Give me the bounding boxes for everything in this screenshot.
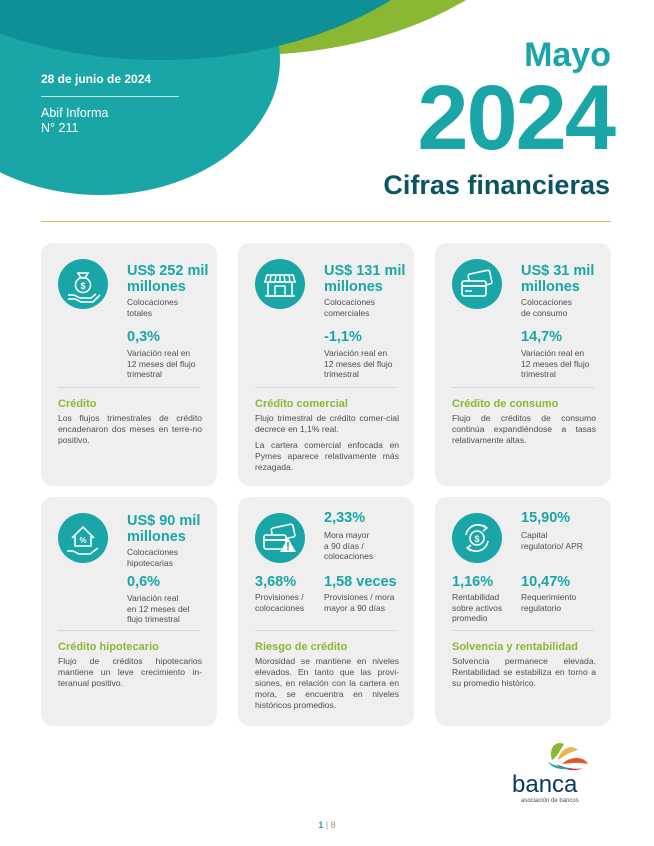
card-body: Solvencia permanece elevada. Rentabilidad se estabiliza en torno a su promedio histórico. [452,656,596,688]
percent-label-1: Variación real en [521,348,585,358]
credit-cards-icon [452,259,502,309]
value-label-1: Colocaciones [324,297,376,307]
percent-label-1: Variación real [127,593,179,603]
card-credito-consumo [435,243,611,486]
percent-value: 0,6% [127,574,161,590]
top-label-2: a 90 días / [324,540,364,551]
value-label-1: Colocaciones [127,547,179,557]
value-line-1: US$ 31 mil [521,263,595,279]
percent-label-1: Variación real en [127,348,191,358]
right-value: 10,47% [521,574,571,590]
card-credito-comercial [238,243,414,486]
card-title: Crédito hipotecario [58,641,159,653]
left-label-2: sobre activos [452,602,503,613]
card-title: Crédito comercial [255,398,348,410]
value-label-2: de consumo [521,307,568,318]
report-year: 2024 [417,67,614,169]
card-title: Crédito de consumo [452,398,559,410]
left-value: 3,68% [255,574,297,590]
card-divider [452,387,594,388]
banca-logo-tagline: asociación de bancos [521,798,579,804]
value-label-2: hipotecarias [127,557,173,568]
left-label-2: colocaciones [255,602,305,613]
top-value: 15,90% [521,510,571,526]
header-divider [41,221,611,222]
top-label-1: Capital [521,530,548,540]
right-value: 1,58 veces [324,574,397,590]
value-line-2: millones [127,279,186,295]
card-body: Flujo trimestral de crédito comer-cial decrece en 1,1% real. La cartera comercial enfocada en Pymes aparece relativamente más rezagada. [255,413,399,472]
banca-logo-word: banca [512,771,578,798]
value-line-1: US$ 90 mil [127,513,201,529]
top-label-3: colocaciones [324,551,374,561]
card-credito [41,243,217,486]
percent-label-3: flujo trimestral [127,614,180,624]
value-label-1: Colocaciones [521,297,573,307]
value-line-1: US$ 131 mil [324,263,406,279]
percent-label-2: 12 meses del flujo [521,358,590,369]
publication-number: N° 211 [41,121,79,135]
right-label-1: Requerimiento [521,592,577,602]
svg-text:$: $ [80,281,86,291]
card-credito-hipotecario [41,497,217,726]
card-riesgo-credito [238,497,414,726]
dollar-cycle-icon [452,513,502,563]
card-title: Solvencia y rentabilidad [452,641,578,653]
money-bag-hand-icon [58,259,108,309]
percent-label-3: trimestral [127,369,162,379]
card-divider [58,387,200,388]
left-label-1: Provisiones / [255,592,304,602]
svg-text:%: % [79,536,87,545]
value-line-2: millones [521,279,580,295]
card-body: Los flujos trimestrales de crédito encadenaron dos meses en terre-no positivo. [58,413,202,445]
card-title: Riesgo de crédito [255,641,348,653]
left-label-3: promedio [452,613,488,623]
report-month: Mayo [524,36,611,74]
value-line-2: millones [127,529,186,545]
value-line-2: millones [324,279,383,295]
percent-label-2: en 12 meses del [127,603,190,614]
card-solvencia-rentabilidad [435,497,611,726]
card-divider [255,630,397,631]
card-divider [452,630,594,631]
page-separator: | [323,820,331,830]
right-label-2: mayor a 90 días [324,602,385,613]
page-total: 8 [330,820,336,830]
card-divider [58,630,200,631]
percent-label-3: trimestral [521,369,556,379]
card-divider [255,387,397,388]
left-value: 1,16% [452,574,494,590]
report-subtitle: Cifras financieras [383,170,610,200]
value-line-1: US$ 252 mil [127,263,209,279]
date-divider [41,96,179,97]
percent-value: 14,7% [521,329,563,345]
publication-name: Abif Informa [41,106,109,120]
card-title: Crédito [58,398,97,410]
page-current: 1 [318,820,324,830]
percent-label-3: trimestral [324,369,359,379]
page-indicator [0,820,654,830]
house-percent-hand-icon [58,513,108,563]
credit-card-warning-icon [255,513,305,563]
value-label-1: Colocaciones [127,297,179,307]
top-label-1: Mora mayor [324,530,370,540]
left-label-1: Rentabilidad [452,592,500,602]
top-label-2: regulatorio/ APR [521,540,583,551]
value-label-2: totales [127,307,153,318]
card-body: Morosidad se mantiene en niveles elevados. En tanto que las provi-siones, en relación con la cartera en mora, se encuentra en niveles históricos promedios. [255,656,399,710]
value-label-2: comerciales [324,307,370,318]
storefront-icon [255,259,305,309]
svg-text:$: $ [474,534,480,544]
top-value: 2,33% [324,510,366,526]
report-date: 28 de junio de 2024 [41,72,152,86]
right-label-2: regulatorio [521,602,562,613]
percent-label-2: 12 meses del flujo [324,358,393,369]
percent-label-1: Variación real en [324,348,388,358]
percent-value: 0,3% [127,329,161,345]
percent-value: -1,1% [324,329,362,345]
percent-label-2: 12 meses del flujo [127,358,196,369]
card-body: Flujo de créditos de consumo continúa expandiéndose a tasas relativamente altas. [452,413,596,445]
right-label-1: Provisiones / mora [324,592,395,602]
card-body: Flujo de créditos hipotecarios mantiene un leve crecimiento in-teranual positivo. [58,656,202,688]
